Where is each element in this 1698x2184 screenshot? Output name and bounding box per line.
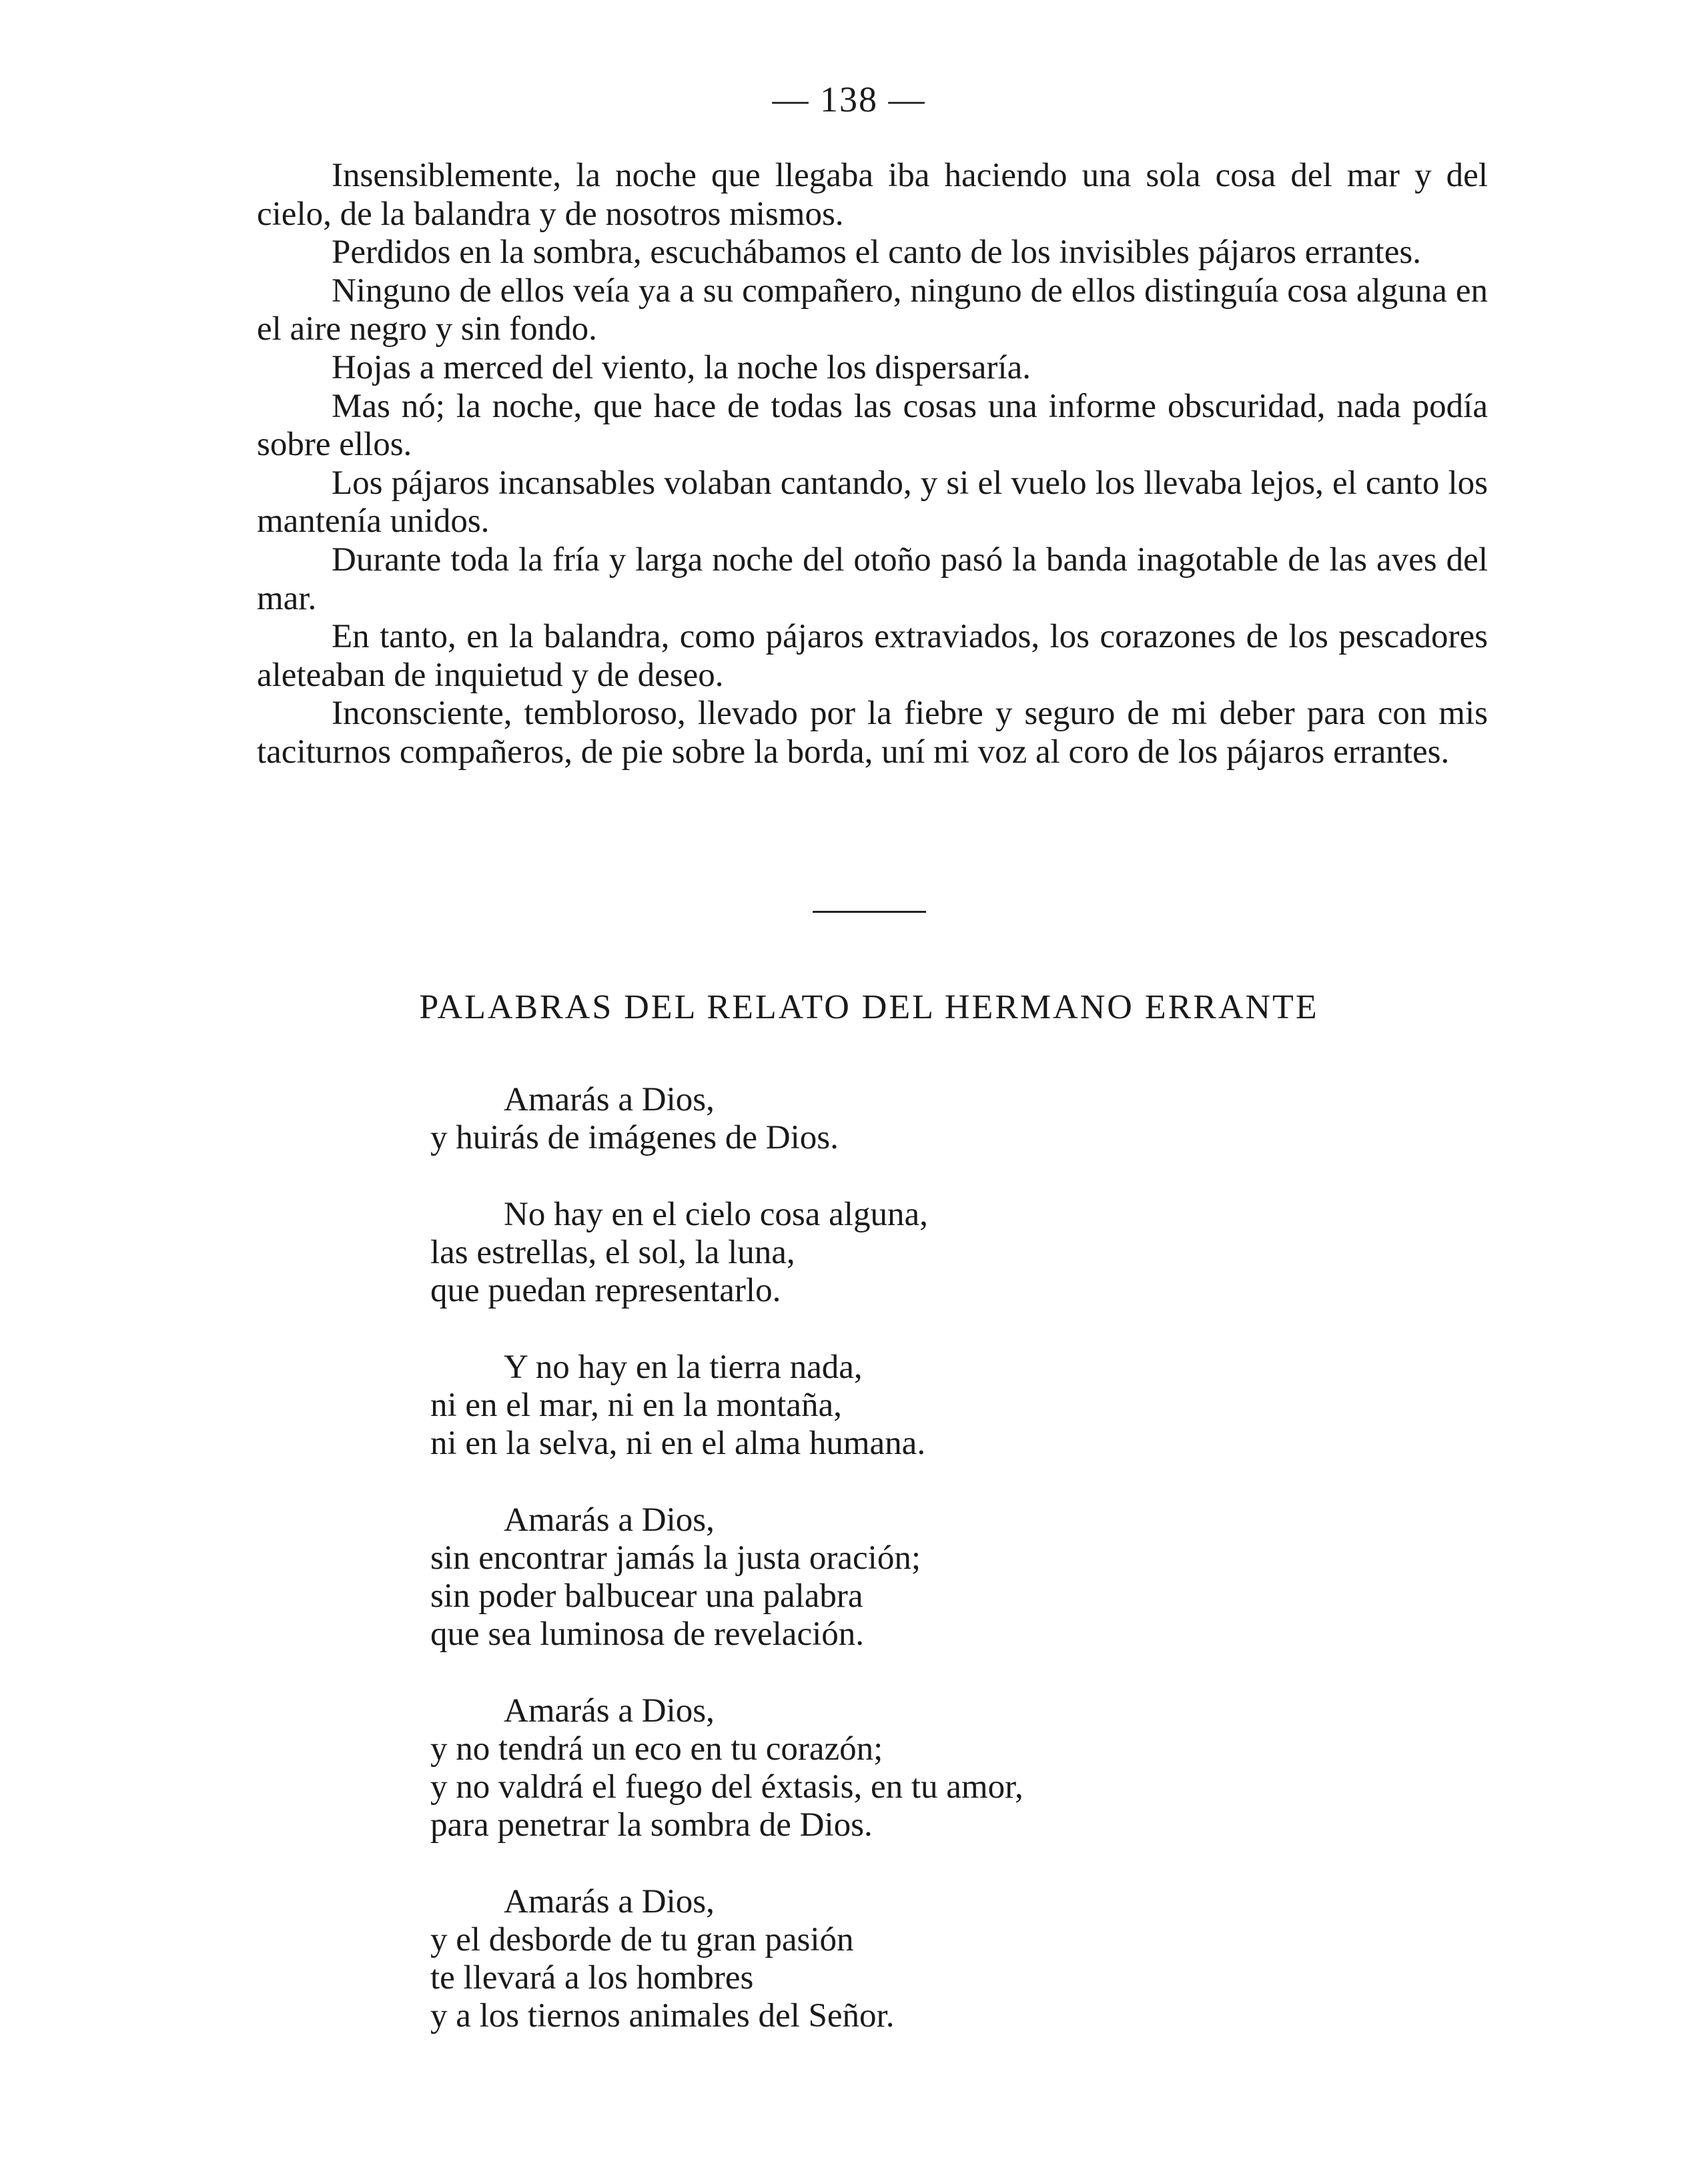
- poem: [430, 1081, 1023, 2074]
- prose-paragraph: En tanto, en la balandra, como pájaros extraviados, los corazones de los pescadores aleteaban de inquietud y de deseo.: [257, 618, 1488, 694]
- poem-stanza: [430, 1196, 1023, 1310]
- poem-line: te llevará a los hombres: [430, 1959, 754, 1996]
- poem-stanza: [430, 1501, 1023, 1654]
- poem-line: y huirás de imágenes de Dios.: [430, 1119, 839, 1156]
- poem-stanza: [430, 1692, 1023, 1844]
- prose-paragraph: Los pájaros incansables volaban cantando, y si el vuelo los llevaba lejos, el canto los mantenía unidos.: [257, 464, 1488, 540]
- prose-paragraph: Hojas a merced del viento, la noche los dispersaría.: [332, 348, 1031, 386]
- poem-line: ni en la selva, ni en el alma humana.: [430, 1425, 926, 1462]
- poem-line: No hay en el cielo cosa alguna,: [504, 1196, 928, 1233]
- page-number: — 138 —: [772, 79, 926, 119]
- poem-line: Amarás a Dios,: [504, 1692, 715, 1730]
- poem-line: y el desborde de tu gran pasión: [430, 1921, 854, 1958]
- prose-paragraph: Perdidos en la sombra, escuchábamos el canto de los invisibles pájaros errantes.: [332, 234, 1421, 272]
- poem-stanza: [430, 1081, 1023, 1157]
- prose-paragraph: Insensiblemente, la noche que llegaba iba haciendo una sola cosa del mar y del cielo, de la balandra y de nosotros mismos.: [257, 157, 1488, 233]
- prose-paragraph: Ninguno de ellos veía ya a su compañero, ninguno de ellos distinguía cosa alguna en el aire negro y sin fondo.: [257, 272, 1488, 348]
- poem-line: y no valdrá el fuego del éxtasis, en tu amor,: [430, 1768, 1023, 1806]
- poem-line: Amarás a Dios,: [504, 1501, 715, 1539]
- poem-line: ni en el mar, ni en la montaña,: [430, 1387, 842, 1424]
- poem-line: Amarás a Dios,: [504, 1081, 715, 1118]
- poem-line: que sea luminosa de revelación.: [430, 1615, 865, 1653]
- prose-paragraph: Inconsciente, tembloroso, llevado por la fiebre y seguro de mi deber para con mis taciturnos compañeros, de pie sobre la borda, uní mi voz al coro de los pájaros errantes.: [257, 695, 1488, 771]
- poem-line: sin poder balbucear una palabra: [430, 1577, 863, 1615]
- poem-stanza: [430, 1349, 1023, 1463]
- poem-line: que puedan representarlo.: [430, 1272, 781, 1309]
- prose-paragraph: Mas nó; la noche, que hace de todas las cosas una informe obscuridad, nada podía sobre ellos.: [257, 387, 1488, 464]
- poem-stanza: [430, 1883, 1023, 2035]
- poem-line: para penetrar la sombra de Dios.: [430, 1806, 873, 1844]
- section-title: PALABRAS DEL RELATO DEL HERMANO ERRANTE: [419, 988, 1319, 1026]
- poem-line: las estrellas, el sol, la luna,: [430, 1234, 795, 1271]
- poem-line: y a los tiernos animales del Señor.: [430, 1997, 895, 2035]
- poem-line: y no tendrá un eco en tu corazón;: [430, 1730, 883, 1768]
- prose-section: [257, 157, 1488, 772]
- section-divider: [813, 911, 926, 913]
- poem-line: Amarás a Dios,: [504, 1883, 715, 1920]
- poem-line: sin encontrar jamás la justa oración;: [430, 1539, 921, 1577]
- prose-paragraph: Durante toda la fría y larga noche del otoño pasó la banda inagotable de las aves del mar.: [257, 540, 1488, 617]
- poem-line: Y no hay en la tierra nada,: [504, 1349, 863, 1386]
